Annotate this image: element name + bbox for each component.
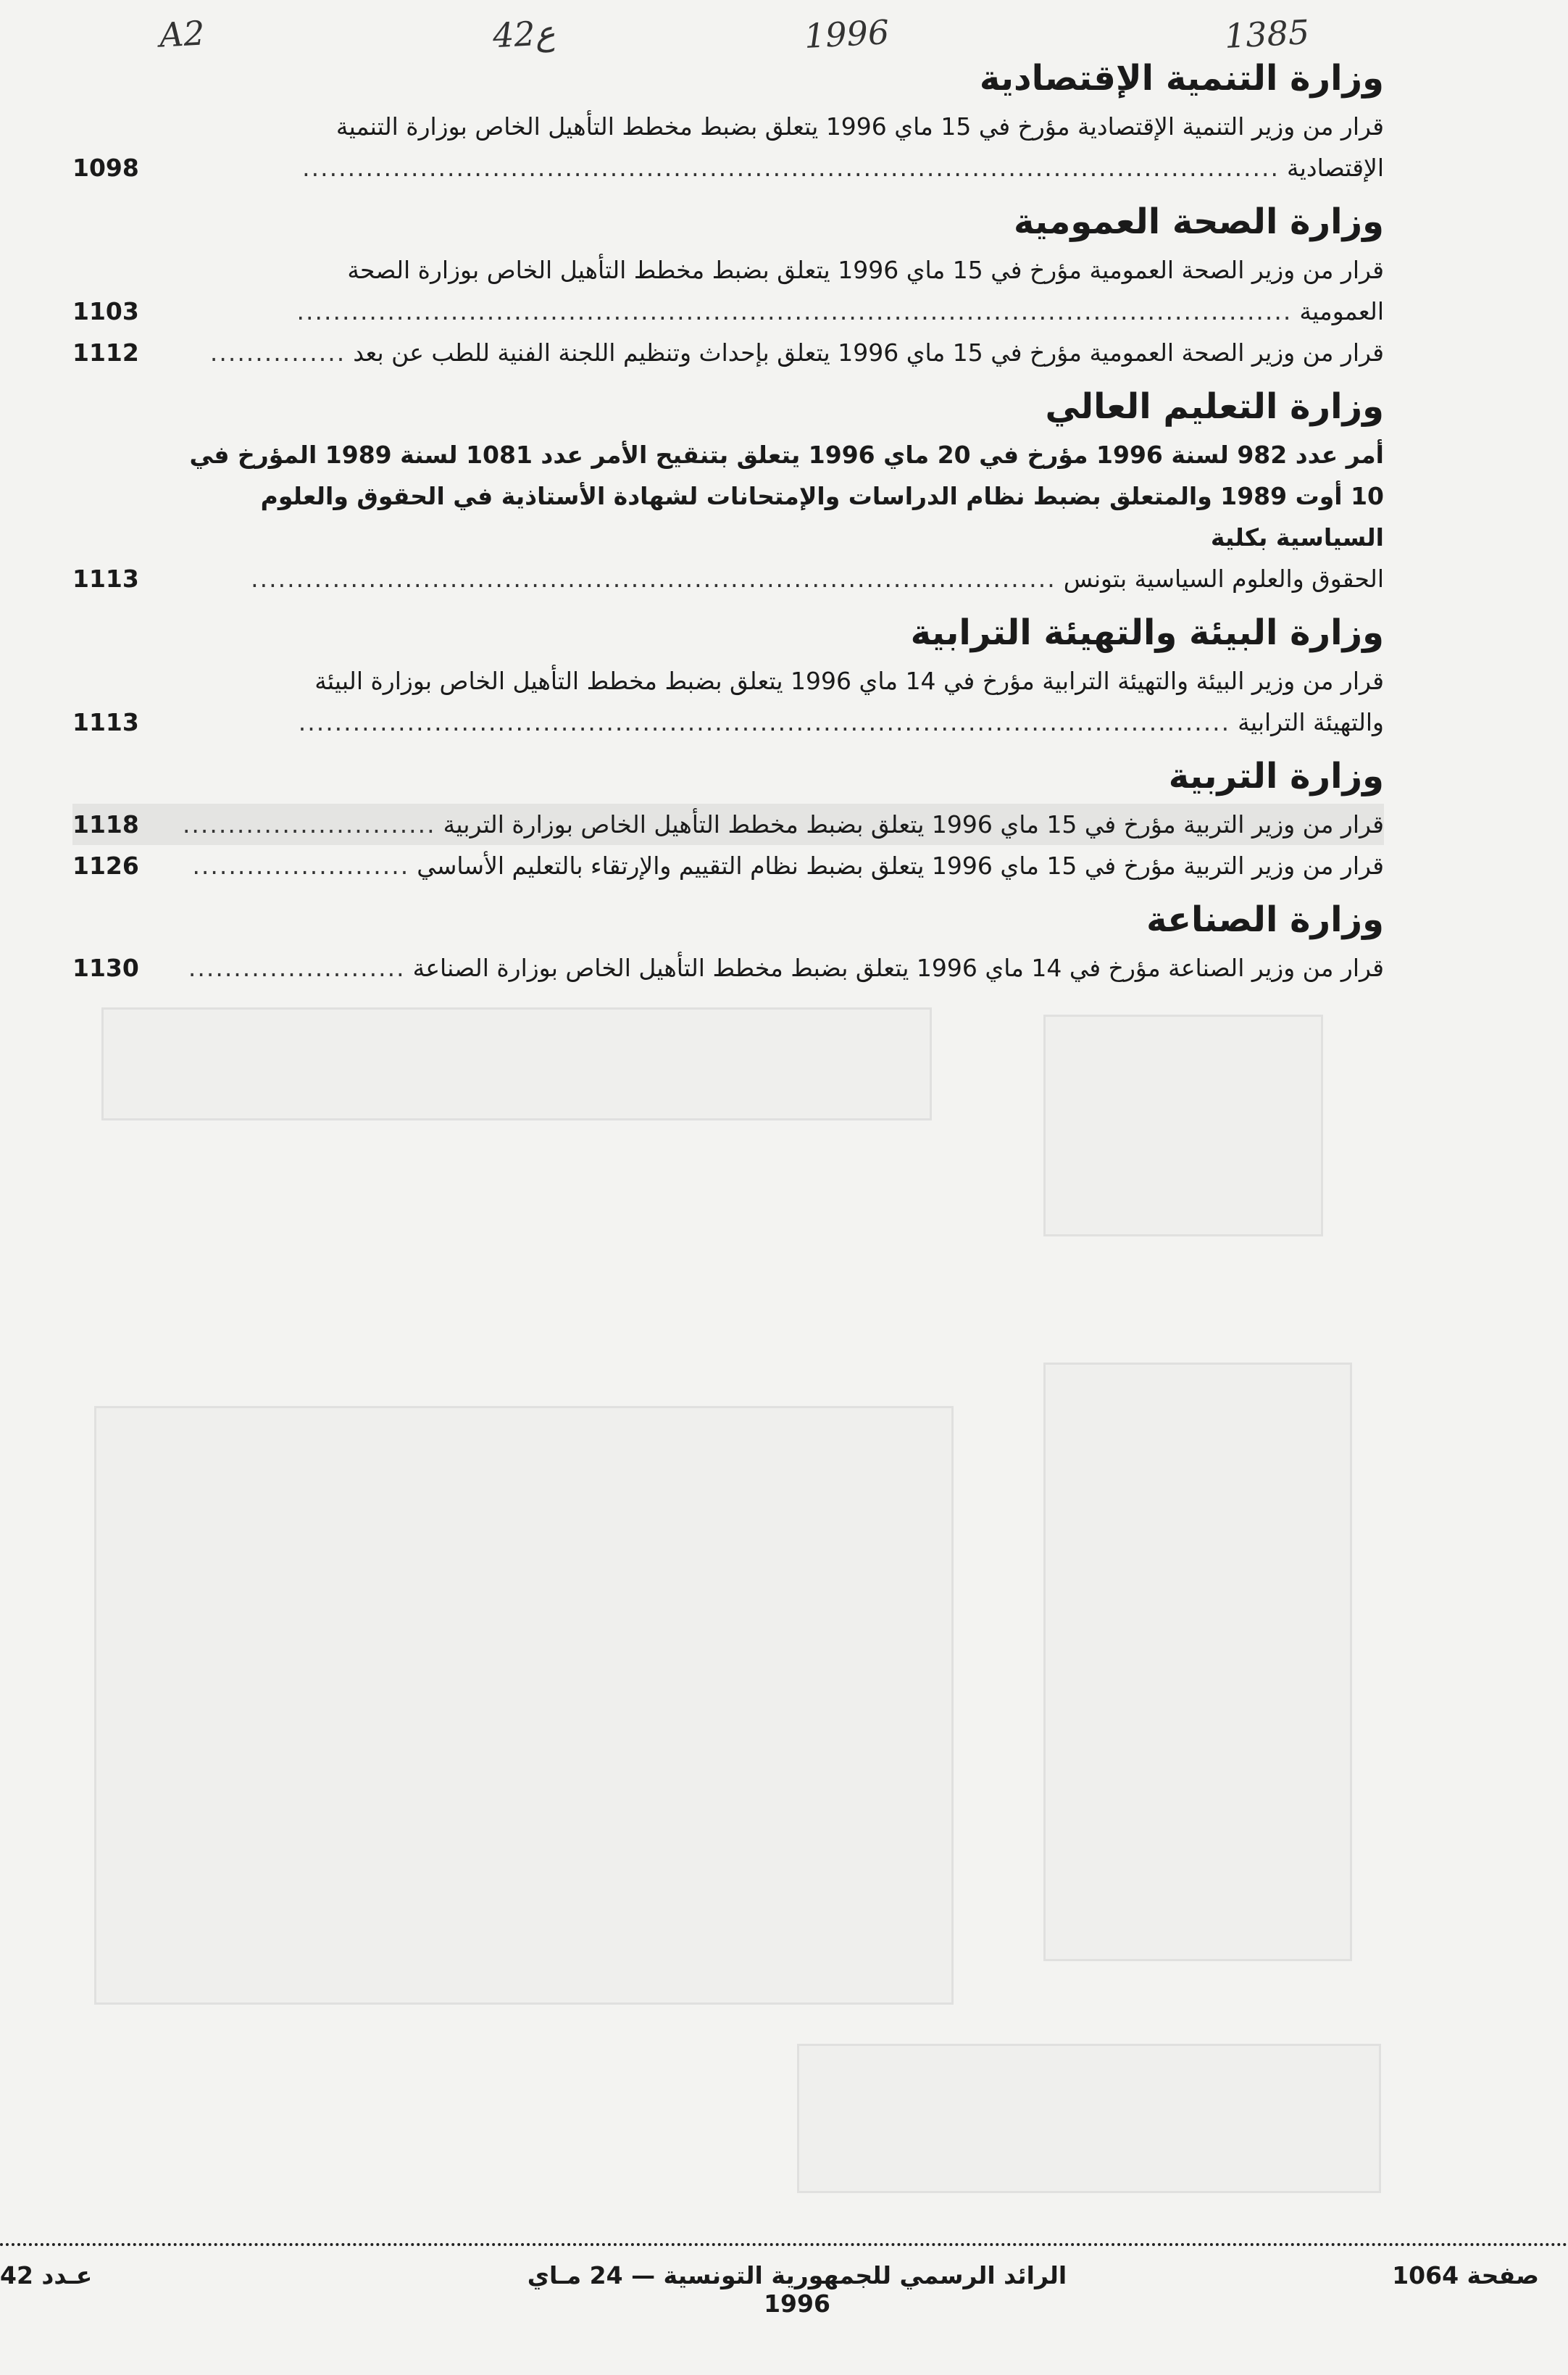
toc-entry — [72, 249, 1384, 332]
journal-title: الرائد الرسمي للجمهورية التونسية — 24 مـاي 1996 — [527, 2261, 1067, 2318]
bleed-through-block — [101, 1007, 932, 1120]
entry-text: قرار من وزير التربية مؤرخ في 15 ماي 1996 يتعلق بضبط مخطط التأهيل الخاص بوزارة التربية............................ — [182, 810, 1384, 839]
toc-section — [72, 194, 1384, 373]
page-footer — [0, 2261, 1568, 2318]
bleed-through-block — [797, 2044, 1381, 2193]
toc-entry — [72, 947, 1384, 989]
issue-number: عـدد 42 — [0, 2261, 93, 2289]
entry-page-number: 1113 — [72, 565, 139, 593]
ministry-heading: وزارة البيئة والتهيئة الترابية — [910, 612, 1384, 653]
ministry-heading: وزارة الصحة العمومية — [1013, 201, 1384, 242]
entry-page-number: 1118 — [72, 810, 139, 839]
entry-page-number: 1126 — [72, 852, 139, 880]
entry-page-number: 1113 — [72, 708, 139, 736]
table-of-contents — [72, 51, 1384, 994]
entry-tail: الإقتصادية............................................................................................................ — [302, 154, 1384, 182]
ministry-heading: وزارة التعليم العالي — [1045, 386, 1384, 427]
ministry-heading: وزارة التنمية الإقتصادية — [979, 58, 1384, 99]
handwritten-mark: A2 — [158, 13, 206, 55]
entry-text: قرار من وزير الصحة العمومية مؤرخ في 15 ماي 1996 يتعلق بضبط مخطط التأهيل الخاص بوزارة الصحة — [347, 256, 1384, 284]
bleed-through-block — [94, 1406, 954, 2005]
entry-tail: والتهيئة الترابية....................................................................................................... — [298, 708, 1384, 736]
ministry-heading: وزارة التربية — [1168, 756, 1384, 796]
entry-text: قرار من وزير التربية مؤرخ في 15 ماي 1996 يتعلق بضبط نظام التقييم والإرتقاء بالتعليم الأساسي........................ — [192, 852, 1384, 880]
handwritten-mark: 1996 — [803, 12, 891, 57]
bleed-through-block — [1043, 1363, 1352, 1961]
toc-entry — [72, 845, 1384, 886]
entry-page-number: 1130 — [72, 954, 139, 982]
toc-section — [72, 605, 1384, 743]
entry-page-number: 1103 — [72, 297, 139, 325]
toc-entry — [72, 434, 1384, 599]
footer-divider — [0, 2243, 1568, 2246]
entry-text: قرار من وزير الصناعة مؤرخ في 14 ماي 1996 يتعلق بضبط مخطط التأهيل الخاص بوزارة الصناعة........................ — [188, 954, 1384, 982]
entry-page-number: 1112 — [72, 338, 139, 367]
toc-entry — [72, 660, 1384, 743]
page-number-label: صفحة 1064 — [1392, 2261, 1539, 2289]
toc-section — [72, 379, 1384, 599]
toc-entry — [72, 804, 1384, 845]
toc-section — [72, 749, 1384, 886]
ministry-heading: وزارة الصناعة — [1146, 899, 1384, 940]
entry-tail: الحقوق والعلوم السياسية بتونس......................................................................................... — [251, 565, 1384, 593]
entry-page-number: 1098 — [72, 154, 139, 182]
entry-tail: العمومية.............................................................................................................. — [296, 297, 1384, 325]
entry-text: قرار من وزير البيئة والتهيئة الترابية مؤرخ في 14 ماي 1996 يتعلق بضبط مخطط التأهيل الخاص بوزارة البيئة — [314, 667, 1384, 695]
handwritten-mark: 42ع — [491, 12, 556, 56]
toc-entry — [72, 106, 1384, 188]
entry-text: قرار من وزير الصحة العمومية مؤرخ في 15 ماي 1996 يتعلق بإحداث وتنظيم اللجنة الفنية للطب عن بعد............... — [209, 338, 1384, 367]
bleed-through-block — [1043, 1015, 1323, 1236]
toc-section — [72, 51, 1384, 188]
entry-text: قرار من وزير التنمية الإقتصادية مؤرخ في 15 ماي 1996 يتعلق بضبط مخطط التأهيل الخاص بوزارة التنمية — [335, 112, 1384, 141]
toc-entry — [72, 332, 1384, 373]
handwritten-mark: 1385 — [1223, 12, 1311, 57]
toc-section — [72, 892, 1384, 989]
entry-text: أمر عدد 982 لسنة 1996 مؤرخ في 20 ماي 1996 يتعلق بتنقيح الأمر عدد 1081 لسنة 1989 المؤرخ في 10 أوت 1989 والمتعلق بضبط نظام الدراسات والإمتحانات لشهادة الأستاذية في الحقوق والعلوم السياسية بكلية — [189, 441, 1384, 552]
